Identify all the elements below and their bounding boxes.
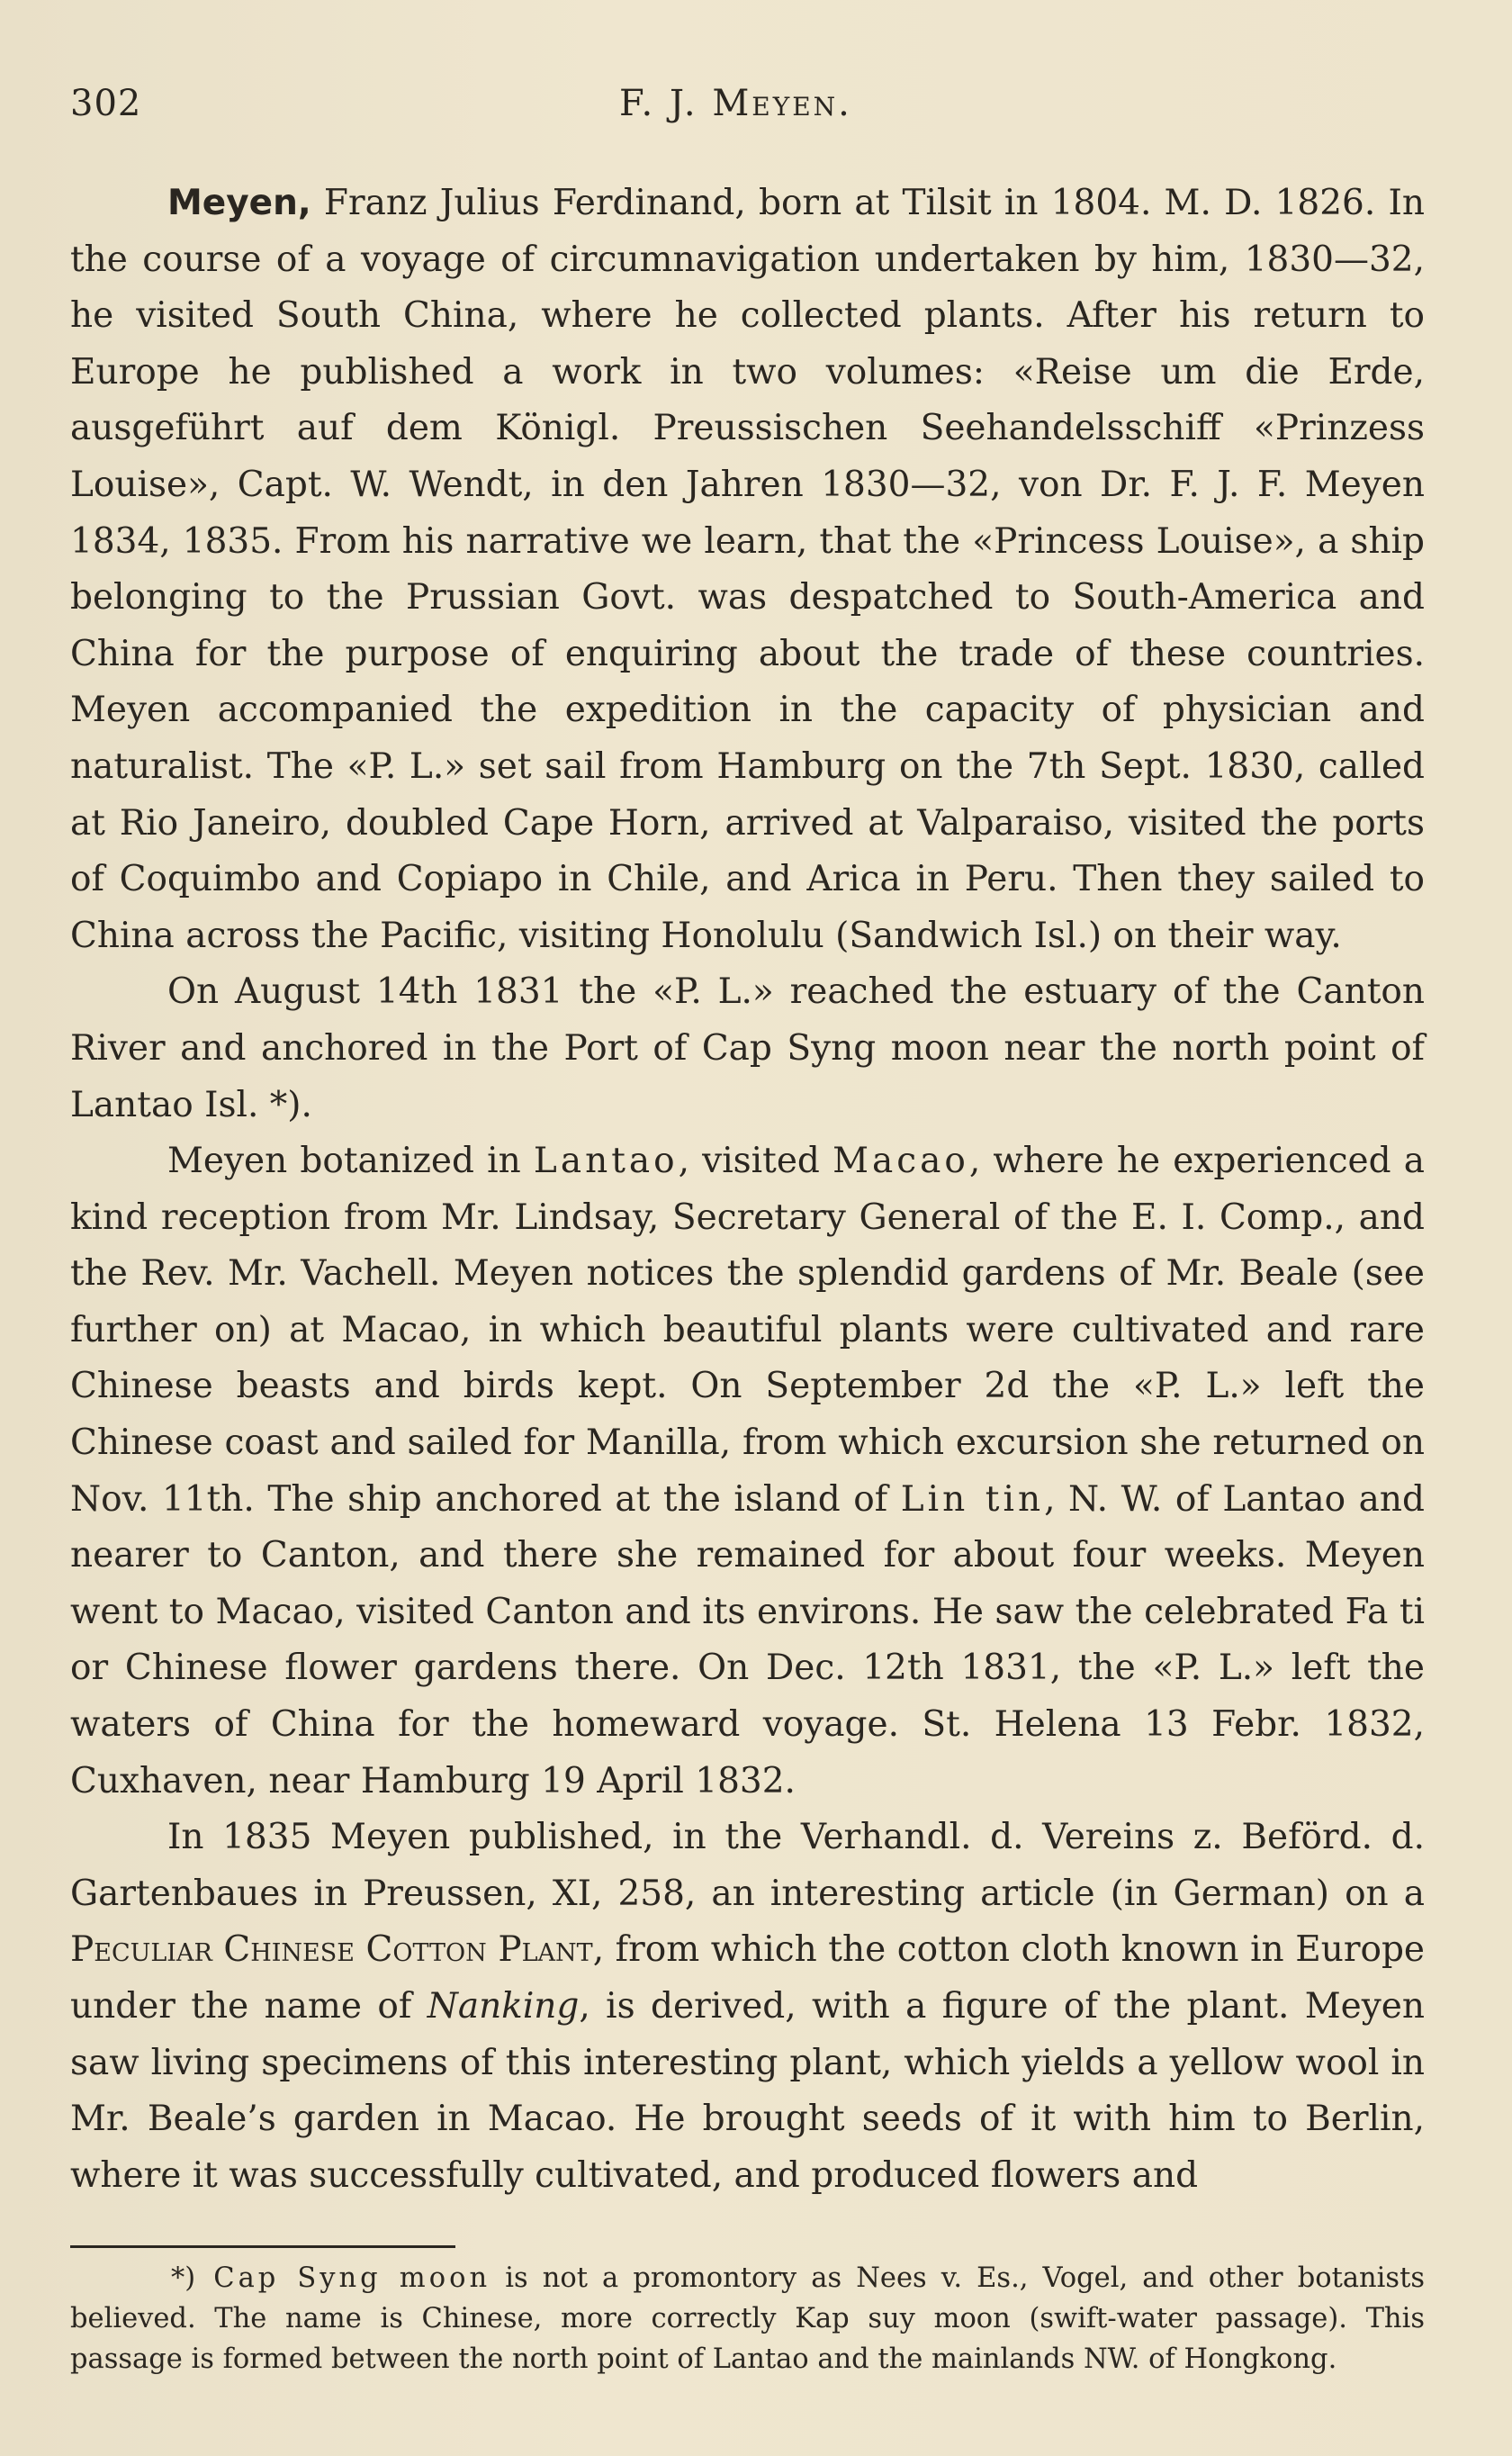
paragraph-2-text: On August 14th 1831 the «P. L.» reached the estuary of the Canton River and anchored in the Port of Cap Syng moon near the north point of Lantao Isl. *). [70, 971, 1425, 1125]
body-text [70, 176, 1425, 2204]
paragraph-3 [70, 1133, 1425, 1810]
paragraph-1-text: Franz Julius Ferdinand, born at Tilsit in 1804. M. D. 1826. In the course of a voyage of circumnavigation undertaken by him, 1830—32, he visited South China, where he collected plants. After his return to Europe he published a work in two volumes: «Reise um die Erde, ausgeführt auf dem Königl. Preussischen Seehandelsschiff «Prinzess Louise», Capt. W. Wendt, in den Jahren 1830—32, von Dr. F. J. F. Meyen 1834, 1835. From his narrative we learn, that the «Princess Louise», a ship belonging to the Prussian Govt. was despatched to South-America and China for the purpose of enquiring about the trade of these countries. Meyen accompanied the expedition in the capacity of physician and naturalist. The «P. L.» set sail from Hamburg on the 7th Sept. 1830, called at Rio Janeiro, doubled Cape Horn, arrived at Valparaiso, visited the ports of Coquimbo and Copiapo in Chile, and Arica in Peru. Then they sailed to China across the Pacific, visiting Honolulu (Sandwich Isl.) on their way. [70, 183, 1425, 956]
paragraph-4-text-a: In 1835 Meyen published, in the Verhandl. d. Vereins z. Beförd. d. Gartenbaues in Preussen, XI, 258, an interesting article (in German) on a [70, 1817, 1425, 1914]
paragraph-4-text-b: , from which the cotton cloth known in Europe under the name of [70, 1929, 1425, 2027]
nanking-term: Nanking [427, 1986, 580, 2027]
page-number: 302 [70, 83, 142, 124]
paragraph-3-text-d: , N. W. of Lantao and nearer to Canton, and there she remained for about four weeks. Meyen went to Macao, visited Canton and its environs. He saw the celebrated Fa ti or Chinese flower gardens there. On Dec. 12th 1831, the «P. L.» left the waters of China for the homeward voyage. St. Helena 13 Febr. 1832, Cuxhaven, near Hamburg 19 April 1832. [70, 1478, 1425, 1801]
paragraph-2 [70, 964, 1425, 1133]
footnote-divider [70, 2245, 455, 2248]
footnote [70, 2258, 1425, 2379]
place-name-lantao: Lantao [533, 1141, 679, 1182]
footnote-marker: *) [171, 2262, 196, 2294]
place-name-macao: Macao [832, 1141, 969, 1182]
paragraph-4-text-c: , is derived, with a figure of the plant. Meyen saw living specimens of this interesting plant, which yields a yellow wool in Mr. Beale’s garden in Macao. He brought seeds of it with him to Berlin, where it was successfully cultivated, and produced flowers and [70, 1986, 1425, 2196]
footnote-text: is not a promontory as Nees v. Es., Vogel, and other botanists believed. The name is Chinese, more correctly Kap suy moon (swift-water passage). This passage is formed between the north point of Lantao and the mainlands NW. of Hongkong. [70, 2262, 1425, 2375]
place-name-lin-tin: Lin tin [900, 1478, 1045, 1520]
paragraph-3-text-c: , where he experienced a kind reception from Mr. Lindsay, Secretary General of the E. I. Comp., and the Rev. Mr. Vachell. Meyen notices the splendid gardens of Mr. Beale (see further on) at Macao, in which beautiful plants were cultivated and rare Chinese beasts and birds kept. On September 2d the «P. L.» left the Chinese coast and sailed for Manilla, from which excursion she returned on Nov. 11th. The ship anchored at the island of [70, 1141, 1426, 1520]
paragraph-3-text-a: Meyen botanized in [167, 1141, 534, 1182]
entry-name: Meyen, [167, 183, 311, 223]
footnote-spaced-phrase: Cap Syng moon [195, 2262, 491, 2294]
article-title: Peculiar Chinese Cotton Plant [70, 1929, 593, 1971]
page-header [70, 83, 1420, 128]
paragraph-1 [70, 176, 1425, 964]
paragraph-3-text-b: , visited [678, 1141, 833, 1182]
paragraph-4 [70, 1810, 1425, 2204]
running-head: F. J. Meyen. [619, 83, 852, 124]
